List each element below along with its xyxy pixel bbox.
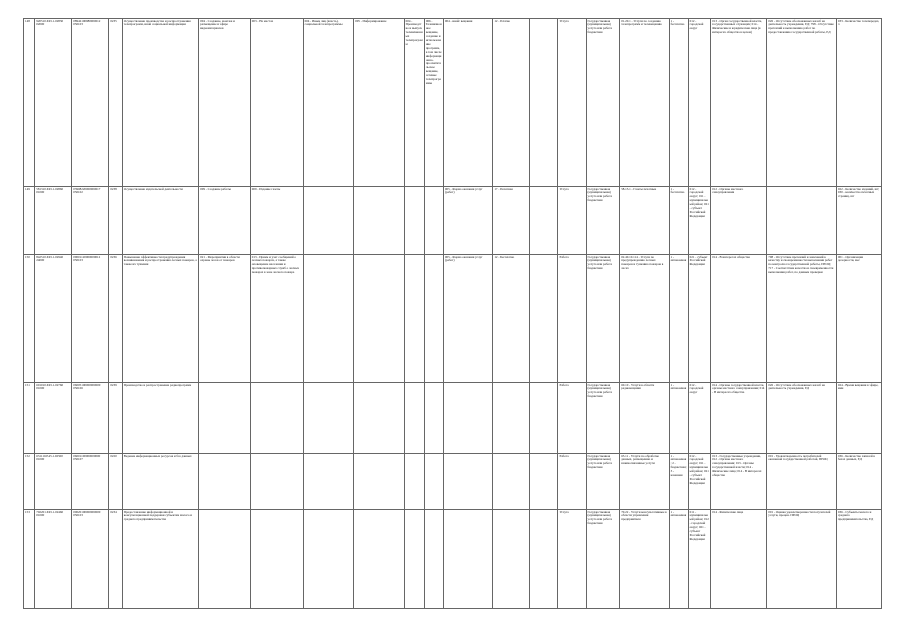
content-6 bbox=[424, 510, 443, 609]
content-2 bbox=[250, 383, 303, 454]
condition-3 bbox=[530, 187, 558, 255]
content-2 bbox=[250, 454, 303, 510]
condition-2 bbox=[493, 383, 530, 454]
service-type: Работа bbox=[558, 383, 586, 454]
okpd-base: 60.10 - Услуги в области радиовещания bbox=[620, 383, 669, 454]
okved-code: 0238 bbox=[109, 187, 122, 255]
okved-code: 0220 bbox=[109, 454, 122, 510]
institution-category: 1 - бесплатно bbox=[669, 19, 688, 187]
service-kind: Государственная (муниципальная) услуга или работа бюджетная bbox=[586, 19, 620, 187]
table-row bbox=[24, 510, 882, 609]
table-row bbox=[24, 383, 882, 454]
condition-2 bbox=[493, 454, 530, 510]
quality-indicators: 798 - Отсутствие претензий и замечаний к качеству и своевременности выполнения работ по контролю государственной работы, ПРОЦ; 717 - Соответствие качества и своевременности выполнения работ, по данным проверки bbox=[767, 255, 837, 383]
content-4 bbox=[354, 383, 405, 454]
service-kind: Государственная (муниципальная) услуга или работа бюджетная bbox=[586, 383, 620, 454]
okpd-base: 70.22 - Услуги консультативные в области управления предприятием bbox=[620, 510, 669, 609]
volume-indicators: 001 - Организация дозорности, мес bbox=[836, 255, 881, 383]
row-number: 152 bbox=[24, 454, 35, 510]
registry-code: 702201.Р.45.1.02460 01000 bbox=[35, 510, 72, 609]
content-2 bbox=[250, 510, 303, 609]
service-type: Работа bbox=[558, 454, 586, 510]
content-5 bbox=[404, 383, 424, 454]
condition-2: 12 - Платно bbox=[493, 19, 530, 187]
okpd-base: 63.11 - Услуги по обработке данных, размещению и взаимосвязанные услуги bbox=[620, 454, 669, 510]
row-number: 148 bbox=[24, 19, 35, 187]
content-2: 003 - На местах bbox=[250, 19, 303, 187]
condition-2: 12 - Бесплатно bbox=[493, 255, 530, 383]
unique-code: 08942100980000012 050103 bbox=[72, 19, 109, 187]
okpd-base: 01.20.1 - Услуги по созданию телепрограмм и телевещанию bbox=[620, 19, 669, 187]
content-6 bbox=[424, 454, 443, 510]
service-kind: Государственная (муниципальная) услуга или работа бюджетная bbox=[586, 187, 620, 255]
service-name: Осуществление издательской деятельности bbox=[122, 187, 198, 255]
unique-code: 03908220000000017 050102 bbox=[72, 187, 109, 255]
institution-category: 1 - автономная bbox=[669, 383, 688, 454]
service-name: Ведение информационных ресурсов и баз данных bbox=[122, 454, 198, 510]
unique-code: 09001120000000012 050103 bbox=[72, 255, 109, 383]
content-4 bbox=[354, 255, 405, 383]
service-type: Услуга bbox=[558, 187, 586, 255]
okpd-base: 02.40.10.114 - Услуги по предупреждению лесных пожаров и тушению пожаров в лесах bbox=[620, 255, 669, 383]
service-type: Услуга bbox=[558, 19, 586, 187]
content-6 bbox=[424, 383, 443, 454]
service-kind: Государственная (муниципальная) услуга или работа бюджетная bbox=[586, 454, 620, 510]
content-2: 009 - Издание газеты bbox=[250, 187, 303, 255]
registry-code: 631110.Р.45.1.02500 01000 bbox=[35, 454, 72, 510]
content-1: 021 - Мероприятия в области охраны лесов от пожаров bbox=[199, 255, 251, 383]
service-name: Повышение эффективности предупреждения возникновения и распространения лесных пожаров, а также их тушения bbox=[122, 255, 198, 383]
volume-indicators: 033 - Количество телепередач, ч bbox=[836, 19, 881, 187]
okpd-base: 58.13.1 - Газеты печатные bbox=[620, 187, 669, 255]
condition-1: 005 - Форма оказания услуг (работ) bbox=[443, 187, 492, 255]
institution-category: 1 - бесплатно bbox=[669, 187, 688, 255]
territory-level: 012 - городской округ; 011 - муниципальный район; 021 - субъект Российской Федерации bbox=[688, 454, 710, 510]
content-1: 004 - Создание, монтаж и размещение и эфире видеоматериалов bbox=[199, 19, 251, 187]
content-5 bbox=[404, 255, 424, 383]
table-row bbox=[24, 255, 882, 383]
registry-code: 842510.Р.45.1.02940 24000 bbox=[35, 255, 72, 383]
row-number: 153 bbox=[24, 510, 35, 609]
content-5 bbox=[404, 510, 424, 609]
content-5 bbox=[404, 187, 424, 255]
quality-indicators: 026 - Отсутствие обоснованных жалоб на деятельность учреждения, ЕД; 798 - Отсутствие претензий к выполнению работ по предоставлению государственной работы, ЕД bbox=[767, 19, 837, 187]
service-name: Производство и распространение радиопрограмм bbox=[122, 383, 198, 454]
document-page bbox=[23, 18, 882, 609]
row-number: 150 bbox=[24, 255, 35, 383]
condition-2: 17 - Печатная bbox=[493, 187, 530, 255]
table-row bbox=[24, 19, 882, 187]
unique-code: 00020100000000000 050103 bbox=[72, 510, 109, 609]
content-1 bbox=[199, 383, 251, 454]
content-4: 005 - Информирование bbox=[354, 19, 405, 187]
service-name: Осуществление производства и распространения телепрограмм, иной социальной информации bbox=[122, 19, 198, 187]
content-4 bbox=[354, 187, 405, 255]
content-1: 009 - Создание работы bbox=[199, 187, 251, 255]
condition-3 bbox=[530, 19, 558, 187]
content-3 bbox=[303, 454, 354, 510]
condition-1 bbox=[443, 383, 492, 454]
table-row bbox=[24, 454, 882, 510]
condition-3 bbox=[530, 510, 558, 609]
quality-indicators: 001 - Оценка удовлетворенности получателей услуги, процен. ПРОЦ bbox=[767, 510, 837, 609]
content-4 bbox=[354, 454, 405, 510]
institution-category: 1 - автономная bbox=[669, 255, 688, 383]
institution-category: 1 - автономная bbox=[669, 510, 688, 609]
institution-category: 1 - автономная; 2 - бюджетная; 3 - казенная bbox=[669, 454, 688, 510]
territory-level: 012 - городской округ bbox=[688, 383, 710, 454]
quality-indicators: 001 - Удовлетворенность потребителей оказанной государственной работой, ПРОЦ bbox=[767, 454, 837, 510]
row-number: 149 bbox=[24, 187, 35, 255]
content-3 bbox=[303, 187, 354, 255]
registry-code: 601010.Р.45.1.02760 01000 bbox=[35, 383, 72, 454]
volume-indicators: 024 - Время вещания в эфире, мин bbox=[836, 383, 881, 454]
territory-level: 011 - муниципальный район; 012 - городской округ; 021 - субъект Российской Федерации bbox=[688, 510, 710, 609]
content-3 bbox=[303, 383, 354, 454]
recipients: 013 - Государственные учреждения, 012 - Органы местного самоуправления; 013 - Органы государственной власти; 014 - Физические лица; 014 - В интересах общества bbox=[711, 454, 767, 510]
condition-1 bbox=[443, 454, 492, 510]
condition-1: 005 - Форма оказания услуг (работ) bbox=[443, 255, 492, 383]
content-3 bbox=[303, 510, 354, 609]
condition-2 bbox=[493, 510, 530, 609]
content-5: 004 - Производство и выпуск телевизионных телепрограмм bbox=[404, 19, 424, 187]
recipients: 012 - Органы местного самоуправления bbox=[711, 187, 767, 255]
content-5 bbox=[404, 454, 424, 510]
table-row bbox=[24, 187, 882, 255]
content-3: 004 - Иным лиц (власть), социальной телепрограммы bbox=[303, 19, 354, 187]
content-2: 013 - Прием и учет сообщений о лесных пожарах, а также оповещение населения и противопожарных служб о лесных пожарах в зоне лесного пожара bbox=[250, 255, 303, 383]
condition-1: 004 - иной/ вещания bbox=[443, 19, 492, 187]
territory-level: 021 - субъект Российской Федерации bbox=[688, 255, 710, 383]
content-1 bbox=[199, 454, 251, 510]
recipients: 013 - Орган государственной власти, государственных служащих; 014 - Физические и юридические лица (в интересах общества в целом) bbox=[711, 19, 767, 187]
unique-code: 06001100000000000 050107 bbox=[72, 454, 109, 510]
quality-indicators: 026 - Отсутствие обоснованных жалоб на деятельность учреждения, ЕД bbox=[767, 383, 837, 454]
service-type: Услуга bbox=[558, 510, 586, 609]
content-6 bbox=[424, 255, 443, 383]
volume-indicators: 022 - Количество изданий, шт; 030 - количество печатных страниц, шт bbox=[836, 187, 881, 255]
okved-code: 0239 bbox=[109, 383, 122, 454]
recipients: 014 - В интересах общества bbox=[711, 255, 767, 383]
condition-3 bbox=[530, 255, 558, 383]
recipients: 014 - Физические лица bbox=[711, 510, 767, 609]
territory-level: 012 - городской округ; 011 - муниципальный район; 021 - субъект Российской Федерации bbox=[688, 187, 710, 255]
okved-code: 0234 bbox=[109, 510, 122, 609]
recipients: 014 - Органы государственной власти, органы местного самоуправления; 014 - В интересах общества bbox=[711, 383, 767, 454]
content-6 bbox=[424, 187, 443, 255]
content-4 bbox=[354, 510, 405, 609]
registry-code: 920510.Р.45.1.02830 02000 bbox=[35, 19, 72, 187]
service-type: Работа bbox=[558, 255, 586, 383]
okved-code: 0235 bbox=[109, 19, 122, 187]
quality-indicators bbox=[767, 187, 837, 255]
condition-1 bbox=[443, 510, 492, 609]
condition-3 bbox=[530, 383, 558, 454]
content-3 bbox=[303, 255, 354, 383]
service-kind: Государственная (муниципальная) услуга или работа бюджетная bbox=[586, 510, 620, 609]
row-number: 151 bbox=[24, 383, 35, 454]
condition-3 bbox=[530, 454, 558, 510]
okved-code: 0236 bbox=[109, 255, 122, 383]
registry-table bbox=[23, 18, 882, 609]
volume-indicators: 036 - Количество записей в базах данных, ЕД bbox=[836, 454, 881, 510]
registry-code: 581310.Р.45.1.02860 01000 bbox=[35, 187, 72, 255]
content-6: 006 - Телевизионное вещание, создание и использование программ, в том числе информационно-просветительское вещание, сетевые телепрограммы bbox=[424, 19, 443, 187]
content-1 bbox=[199, 510, 251, 609]
territory-level: 012 - городской округ bbox=[688, 19, 710, 187]
volume-indicators: 036 - Субъекты малого и среднего предпринимательства, ЕД bbox=[836, 510, 881, 609]
unique-code: 06005100000000000 050106 bbox=[72, 383, 109, 454]
service-name: Предоставление информационной и консультационной поддержки субъектам малого и среднего предпринимательства bbox=[122, 510, 198, 609]
service-kind: Государственная (муниципальная) услуга или работа бюджетная bbox=[586, 255, 620, 383]
